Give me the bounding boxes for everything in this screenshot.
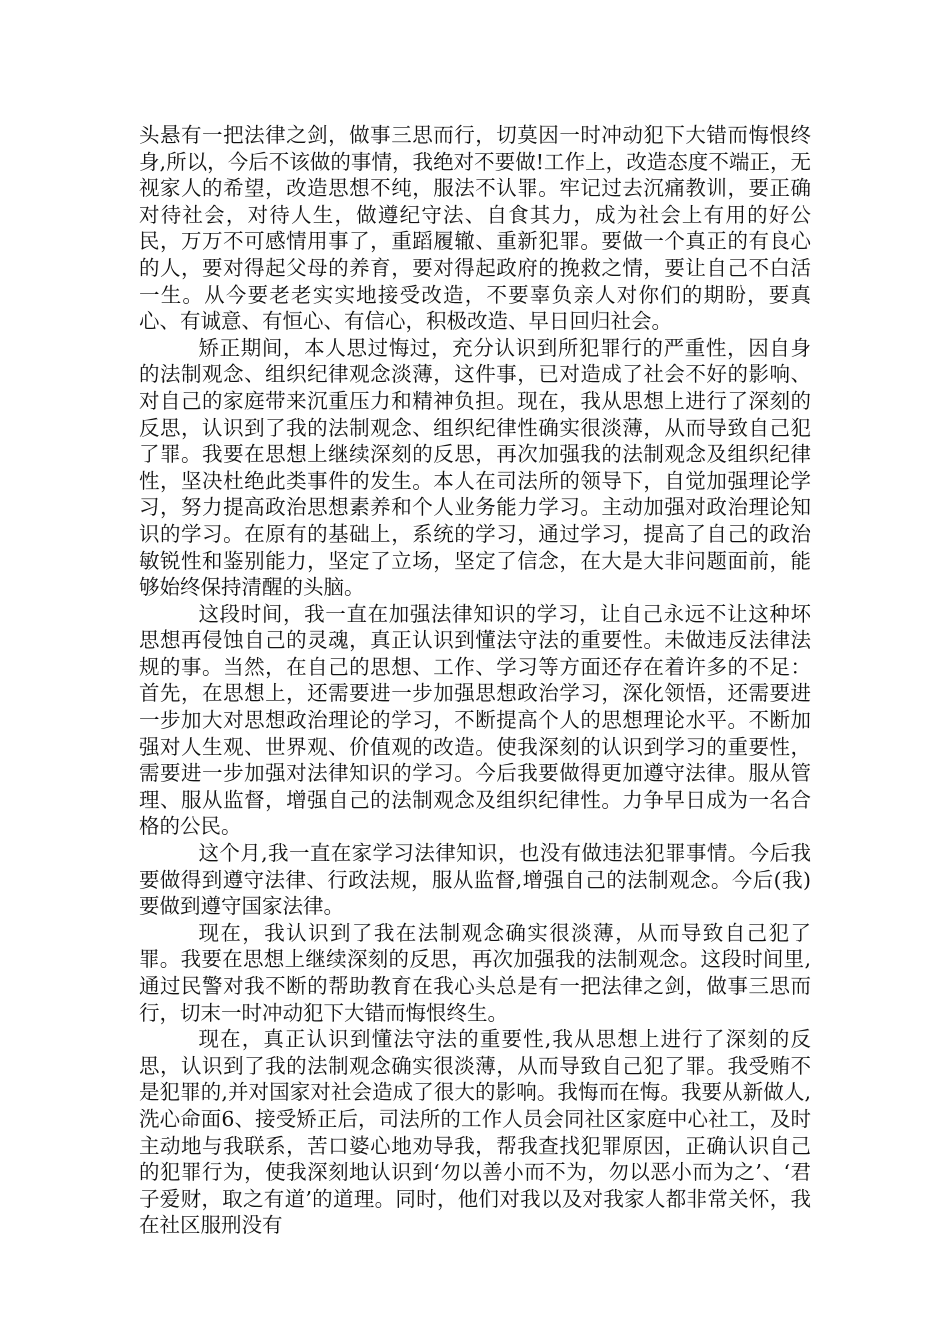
paragraph-4: 这个月,我一直在家学习法律知识，也没有做违法犯罪事情。今后我要做得到遵守法律、行政法规，服从监督,增强自己的法制观念。今后(我)要做到遵守国家法律。 bbox=[139, 841, 811, 919]
paragraph-2: 矫正期间，本人思过悔过，充分认识到所犯罪行的严重性，因自身的法制观念、组织纪律观念淡薄，这件事，已对造成了社会不好的影响、对自己的家庭带来沉重压力和精神负担。现在，我从思想上进行了深刻的反思，认识到了我的法制观念、组织纪律性确实很淡薄，从而导致自己犯了罪。我要在思想上继续深刻的反思，再次加强我的法制观念及组织纪律性，坚决杜绝此类事件的发生。本人在司法所的领导下，自觉加强理论学习，努力提高政治思想素养和个人业务能力学习。主动加强对政治理论知识的学习。在原有的基础上，系统的学习，通过学习，提高了自己的政治敏锐性和鉴别能力，坚定了立场，坚定了信念，在大是大非问题面前，能够始终保持清醒的头脑。 bbox=[139, 335, 811, 600]
paragraph-6: 现在，真正认识到懂法守法的重要性,我从思想上进行了深刻的反思，认识到了我的法制观念确实很淡薄，从而导致自己犯了罪。我受贿不是犯罪的,并对国家对社会造成了很大的影响。我悔而在悔。我要从新做人,洗心命面6、接受矫正后，司法所的工作人员会同社区家庭中心社工，及时主动地与我联系，苦口婆心地劝导我，帮我查找犯罪原因，正确认识自己的犯罪行为，使我深刻地认识到‘勿以善小而不为，勿以恶小而为之’、‘君子爱财，取之有道’的道理。同时，他们对我以及对我家人都非常关怀，我在社区服刑没有 bbox=[139, 1027, 811, 1238]
paragraph-1: 头悬有一把法律之剑，做事三思而行，切莫因一时冲动犯下大错而悔恨终身,所以，今后不该做的事情，我绝对不要做!工作上，改造态度不端正，无视家人的希望，改造思想不纯，服法不认罪。牢记过去沉痛教训，要正确对待社会，对待人生，做遵纪守法、自食其力，成为社会上有用的好公民，万万不可感情用事了，重蹈履辙、重新犯罪。要做一个真正的有良心的人，要对得起父母的养育，要对得起政府的挽救之情，要让自己不白活一生。从今要老老实实地接受改造，不要辜负亲人对你们的期盼，要真心、有诚意、有恒心、有信心，积极改造、早日回归社会。 bbox=[139, 123, 811, 334]
paragraph-3: 这段时间，我一直在加强法律知识的学习，让自己永远不让这种坏思想再侵蚀自己的灵魂，真正认识到懂法守法的重要性。未做违反法律法规的事。当然，在自己的思想、工作、学习等方面还存在着许多的不足：首先，在思想上，还需要进一步加强思想政治学习，深化领悟，还需要进一步加大对思想政治理论的学习，不断提高个人的思想理论水平。不断加强对人生观、世界观、价值观的改造。使我深刻的认识到学习的重要性，需要进一步加强对法律知识的学习。今后我要做得更加遵守法律。服从管理、服从监督，增强自己的法制观念及组织纪律性。力争早日成为一名合格的公民。 bbox=[139, 601, 811, 839]
document-body bbox=[139, 122, 811, 1239]
paragraph-5: 现在，我认识到了我在法制观念确实很淡薄，从而导致自己犯了罪。我要在思想上继续深刻的反思，再次加强我的法制观念。这段时间里,通过民警对我不断的帮助教育在我心头总是有一把法律之剑，做事三思而行，切末一时冲动犯下大错而悔恨终生。 bbox=[139, 920, 811, 1025]
